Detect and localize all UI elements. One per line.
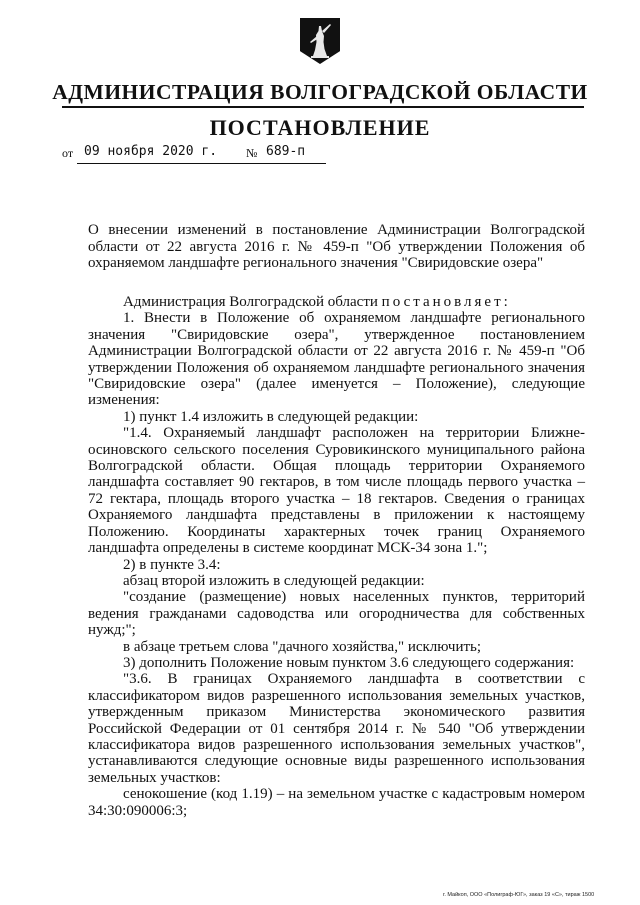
paragraph: "3.6. В границах Охраняемого ландшафта в соответствии с классификатором видов разрешенного использования земельных участков, утвержденным приказом Министерства экономического развития Российской Федерации от 01 сентября 2014 г. № 540 "Об утверждении классификатора видов разрешенного использования земельных участков", устанавливаются следующие основные виды разрешенного использования земельных участков: bbox=[88, 671, 585, 786]
date-underline bbox=[77, 163, 287, 164]
document-body bbox=[88, 294, 585, 819]
paragraph: 3) дополнить Положение новым пунктом 3.6 следующего содержания: bbox=[123, 654, 575, 671]
paragraph: 1) пункт 1.4 изложить в следующей редакции: bbox=[123, 408, 419, 425]
document-number-field bbox=[246, 144, 306, 161]
paragraph: 2) в пункте 3.4: bbox=[123, 556, 221, 573]
coat-of-arms-emblem bbox=[300, 18, 340, 64]
number-underline bbox=[262, 163, 326, 164]
paragraph: "создание (размещение) новых населенных пунктов, территорий ведения гражданами садоводства или огородничества для собственных нужд;"; bbox=[88, 589, 585, 639]
paragraph: абзац второй изложить в следующей редакции: bbox=[123, 572, 425, 589]
document-date-value: 09 ноября 2020 г. bbox=[84, 144, 218, 159]
document-number-value: 689-п bbox=[266, 144, 306, 159]
document-date-field bbox=[62, 144, 218, 161]
document-subject: О внесении изменений в постановление Администрации Волгоградской области от 22 августа 2016 г. № 459-п "Об утверждении Положения об охраняемом ландшафте регионального значения "Свиридовские озера" bbox=[88, 222, 585, 271]
document-type-title: ПОСТАНОВЛЕНИЕ bbox=[209, 115, 431, 140]
enacting-clause bbox=[88, 294, 585, 310]
paragraph: "1.4. Охраняемый ландшафт расположен на территории Ближне-осиновского сельского поселения Суровикинского муниципального района Волгоградской области. Общая площадь территории Охраняемого ландшафта составляет 90 гектаров, в том числе площадь первого участка – 72 гектара, площадь второго участка – 18 гектаров. Сведения о границах Охраняемого ландшафта представлены в приложении к настоящему Положению. Координаты характерных точек границ Охраняемого ландшафта определены в системе координат МСК-34 зона 1."; bbox=[88, 425, 585, 557]
printer-imprint: г. Майкоп, ООО «Полиграф-ЮГ», заказ 19 «С», тираж 1500 bbox=[443, 892, 595, 898]
paragraph: в абзаце третьем слова "дачного хозяйства," исключить; bbox=[123, 638, 482, 655]
motherland-statue-icon bbox=[300, 18, 340, 64]
number-prefix-label: № bbox=[246, 146, 258, 160]
enacting-verb: постановляет: bbox=[381, 294, 511, 310]
header-divider bbox=[62, 106, 584, 108]
enacting-org: Администрация Волгоградской области bbox=[123, 294, 378, 310]
date-prefix-label: от bbox=[62, 146, 74, 160]
paragraph: 1. Внести в Положение об охраняемом ландшафте регионального значения "Свиридовские озера", утвержденное постановлением Администрации Волгоградской области от 22 августа 2016 г. № 459-п "Об утверждении Положения об охраняемом ландшафте регионального значения "Свиридовские озера" (далее именуется – Положение), следующие изменения: bbox=[88, 310, 585, 409]
paragraph: сенокошение (код 1.19) – на земельном участке с кадастровым номером 34:30:090006:3; bbox=[88, 786, 585, 819]
organization-title: АДМИНИСТРАЦИЯ ВОЛГОГРАДСКОЙ ОБЛАСТИ bbox=[52, 80, 588, 104]
